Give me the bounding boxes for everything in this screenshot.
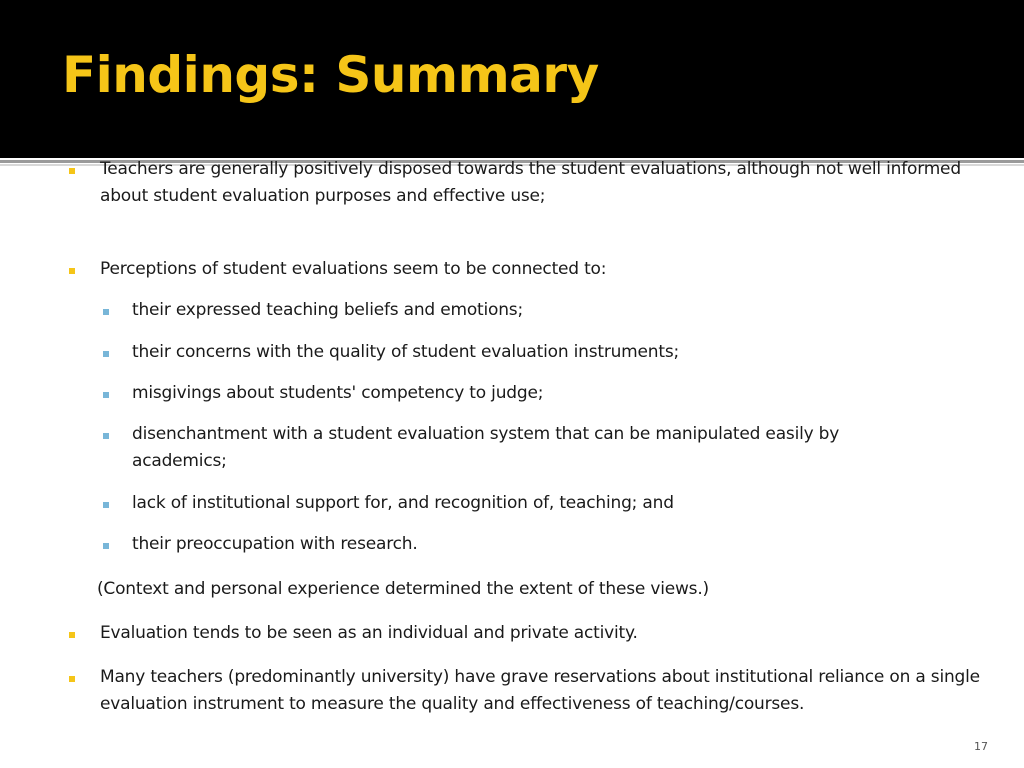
bullet-point: Evaluation tends to be seen as an individual and private activity. bbox=[100, 623, 638, 643]
bullet-point: Perceptions of student evaluations seem to be connected to: bbox=[100, 259, 607, 279]
sub-bullet-point: their expressed teaching beliefs and emotions; bbox=[132, 300, 523, 320]
square-sub-bullet-icon bbox=[103, 392, 109, 398]
sub-bullet-point: their concerns with the quality of student evaluation instruments; bbox=[132, 342, 680, 362]
slide-title: Findings: Summary bbox=[62, 46, 599, 104]
square-sub-bullet-icon bbox=[103, 351, 109, 357]
bullet-point: Teachers are generally positively disposed towards the student evaluations, although not well informed about student evaluation purposes and effective use; bbox=[100, 159, 961, 206]
bullet-point: Many teachers (predominantly university) have grave reservations about institutional reliance on a single evaluation instrument to measure the quality and effectiveness of teaching/courses. bbox=[100, 667, 980, 714]
square-sub-bullet-icon bbox=[103, 309, 109, 315]
square-sub-bullet-icon bbox=[103, 502, 109, 508]
square-sub-bullet-icon bbox=[103, 543, 109, 549]
square-sub-bullet-icon bbox=[103, 433, 109, 439]
sub-bullet-point: misgivings about students' competency to judge; bbox=[132, 383, 544, 403]
sub-bullet-point: lack of institutional support for, and recognition of, teaching; and bbox=[132, 493, 674, 513]
sub-bullet-point: their preoccupation with research. bbox=[132, 534, 418, 554]
square-bullet-icon bbox=[69, 268, 75, 274]
square-bullet-icon bbox=[69, 632, 75, 638]
page-number: 17 bbox=[974, 740, 988, 753]
square-bullet-icon bbox=[69, 168, 75, 174]
square-bullet-icon bbox=[69, 676, 75, 682]
context-note: (Context and personal experience determined the extent of these views.) bbox=[97, 579, 709, 599]
sub-bullet-point: disenchantment with a student evaluation system that can be manipulated easily by academics; bbox=[132, 424, 840, 471]
